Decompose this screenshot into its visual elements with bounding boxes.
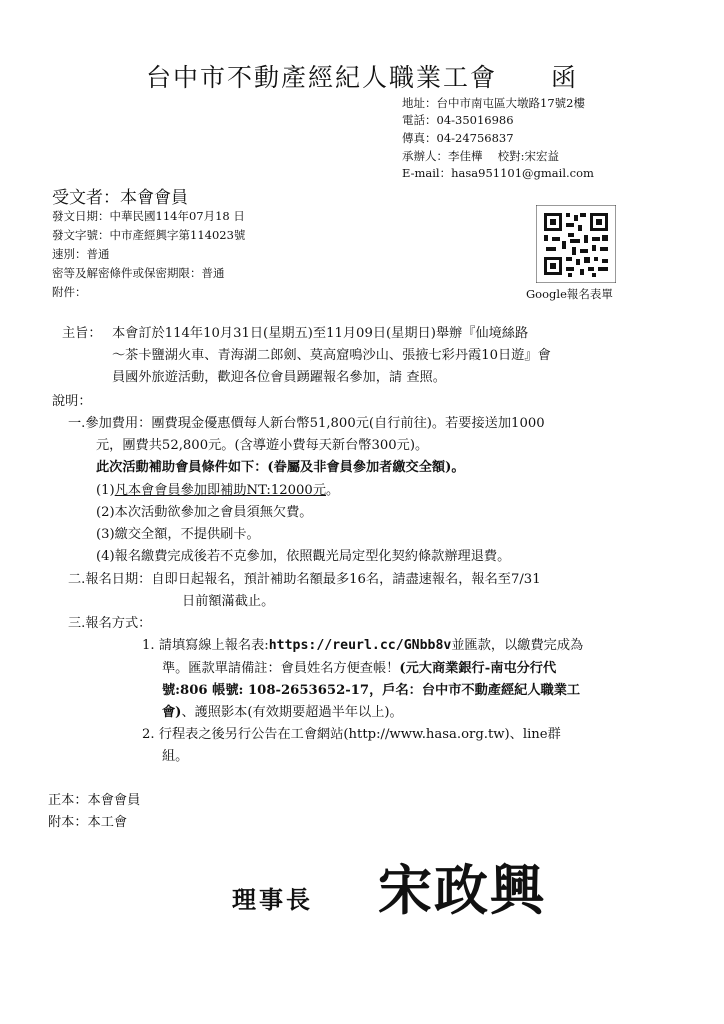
signature-name: 宋政興 [378, 859, 546, 922]
doc-type: 函 [551, 63, 579, 92]
condition-1-text: 凡本會會員參加即補助NT:12000元 [114, 483, 327, 498]
registration-date-line-2: 日前額滿截止。 [182, 594, 275, 609]
subject-line-3: 員國外旅遊活動，歡迎各位會員踴躍報名參加，請 查照。 [112, 370, 446, 385]
method-2-line-1: 2. 行程表之後另行公告在工會網站(http://www.hasa.org.tw)、line群 [142, 727, 561, 742]
subsidy-condition-1 [96, 480, 339, 502]
method-1-intro: 1. 請填寫線上報名表: [142, 638, 269, 653]
subject-line-1: 本會訂於114年10月31日(星期五)至11月09日(星期日)舉辦『仙境絲路 [112, 326, 529, 341]
attachment: 附件： [52, 285, 87, 299]
method-2-line-2: 組。 [162, 749, 189, 764]
explain-label: 說明： [52, 394, 92, 409]
registration-date-line-1: 二.報名日期：自即日起報名，預計補助名額最多16名，請盡速報名，報名至7/31 [68, 572, 541, 587]
method-1-line-4 [162, 702, 403, 724]
subject-label: 主旨： [62, 326, 102, 341]
qr-caption: Google報名表單 [526, 287, 613, 301]
condition-1-prefix: (1) [96, 483, 115, 498]
original-copy: 正本：本會會員 [48, 793, 141, 808]
registration-link[interactable]: https://reurl.cc/GNbb8v [268, 638, 452, 653]
letter-title [0, 58, 724, 94]
doc-number: 發文字號：中市產經興字第114023號 [52, 228, 246, 242]
method-1-remit: 並匯款，以繳費完成為 [451, 638, 584, 653]
org-name: 台中市不動產經紀人職業工會 [145, 63, 497, 92]
signature-title: 理事長 [232, 885, 313, 914]
sender-address: 地址：台中市南屯區大墩路17號2樓 [402, 96, 585, 110]
sender-phone: 電話：04-35016986 [402, 113, 514, 127]
method-1-line-2 [162, 658, 556, 680]
sender-handler: 承辦人：李佳樺 校對:宋宏益 [402, 149, 560, 163]
subsidy-condition-4: (4)報名繳費完成後若不克參加，依照觀光局定型化契約條款辦理退費。 [96, 549, 511, 564]
bank-account-line: 號:806 帳號: 108-2653652-17，戶名：台中市不動產經紀人職業工 [162, 683, 581, 698]
duplicate-copy: 附本：本工會 [48, 815, 128, 830]
registration-method-label: 三.報名方式： [68, 616, 152, 631]
qr-code-image[interactable] [536, 205, 616, 283]
issue-date: 發文日期：中華民國114年07月18 日 [52, 209, 245, 223]
passport-note: 、護照影本(有效期要超過半年以上)。 [181, 705, 403, 720]
subsidy-heading: 此次活動補助會員條件如下：(眷屬及非會員參加者繳交全額)。 [96, 460, 465, 475]
condition-1-suffix: 。 [326, 483, 340, 498]
fee-line-1: 一.參加費用：團費現金優惠價每人新台幣51,800元(自行前往)。若要接送加1000 [68, 416, 545, 431]
subsidy-condition-2: (2)本次活動欲參加之會員須無欠費。 [96, 505, 313, 520]
fee-line-2: 元，團費共52,800元。(含導遊小費每天新台幣300元)。 [96, 438, 429, 453]
subsidy-condition-3: (3)繳交全額，不提供刷卡。 [96, 527, 260, 542]
bank-info-start: (元大商業銀行-南屯分行代 [399, 661, 557, 676]
recipient: 受文者：本會會員 [52, 188, 188, 208]
speed-class: 速別：普通 [52, 247, 110, 261]
sender-email: E-mail：hasa951101@gmail.com [402, 166, 594, 180]
method-1-line-1 [142, 635, 583, 657]
secrecy-level: 密等及解密條件或保密期限：普通 [52, 266, 225, 280]
remittance-note: 準。匯款單請備註：會員姓名方便查帳！ [162, 661, 400, 676]
subject-line-2: ～茶卡鹽湖火車、青海湖二郎劍、莫高窟鳴沙山、張掖七彩丹霞10日遊』會 [112, 348, 551, 363]
bank-info-end: 會) [162, 705, 182, 720]
sender-fax: 傳真：04-24756837 [402, 131, 514, 145]
